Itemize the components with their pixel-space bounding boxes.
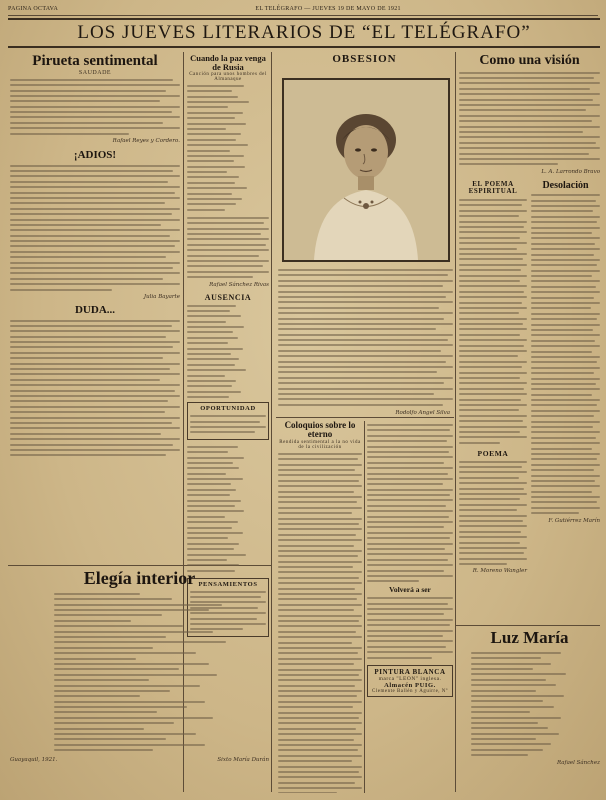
- column-rule: [364, 421, 365, 793]
- portrait-illustration: [284, 80, 448, 260]
- article-title: OBSESION: [332, 54, 397, 65]
- article-title: Cuando la paz venga de Rusia: [190, 54, 266, 72]
- article-body: [187, 446, 269, 572]
- ad-store: Almacén PUIG.: [384, 681, 436, 689]
- desolacion: [531, 181, 600, 575]
- article-title: DUDA...: [74, 304, 116, 316]
- masthead-line: EL TELÉGRAFO — JUEVES 19 DE MAYO DE 1921: [255, 5, 401, 12]
- article-title: Pirueta sentimental: [32, 54, 158, 69]
- coloquios-col-b: [367, 421, 453, 793]
- article-body: [531, 194, 600, 514]
- article-title: Como una visión: [479, 54, 580, 68]
- obsesion-body: [278, 266, 453, 406]
- article-body: [459, 652, 600, 756]
- article-title: POEMA: [477, 448, 509, 458]
- article-title: PENSAMIENTOS: [198, 580, 258, 588]
- notice-title: OPORTUNIDAD: [200, 405, 256, 413]
- ad-title: PINTURA BLANCA: [374, 667, 446, 676]
- poema-espiritual: [459, 181, 527, 575]
- notice-body: [190, 415, 266, 433]
- article-signature: Rodolfo Angel Silva: [395, 410, 450, 416]
- article-body: [367, 597, 453, 658]
- article-title: Elegía interior: [83, 569, 196, 588]
- article-subtitle: Canción para unos hombres del Almanaque: [189, 71, 267, 82]
- article-title: Desolación: [542, 180, 589, 191]
- article-signature: Rafael Sánchez Rivas: [209, 281, 269, 288]
- article-title: ¡ADIOS!: [73, 150, 117, 162]
- article-subtitle: Rendida sentimental a la no vida de la civilización: [279, 439, 361, 450]
- ad-address: Clemente Ballén y Aguirre, Nº: [372, 688, 448, 694]
- article-signature: R. Moreno Wangler: [472, 568, 527, 575]
- article-body: [187, 85, 269, 211]
- notice-box: [187, 402, 269, 440]
- column-rule: [271, 52, 272, 792]
- column-4: [459, 54, 600, 624]
- article-body: [187, 305, 269, 399]
- article-title: Luz María: [490, 629, 569, 647]
- article-subtitle: SAUDADE: [78, 69, 112, 76]
- column-1: [10, 54, 180, 564]
- article-signature: F. Gutiérrez Marín: [548, 517, 600, 524]
- article-body: [278, 453, 362, 793]
- coloquios-col-a: [278, 421, 362, 793]
- advertisement: [367, 665, 453, 697]
- ad-line: marca "LEON" inglesa.: [378, 675, 442, 682]
- section-banner: [8, 18, 600, 48]
- article-body: [459, 199, 527, 444]
- elegia-section: [10, 569, 269, 794]
- article-signature: Julia Bayarte: [143, 293, 180, 300]
- article-body: [367, 424, 453, 582]
- page-number: PAGINA OCTAVA: [8, 5, 59, 12]
- running-header: [8, 2, 598, 16]
- article-body: [187, 217, 269, 278]
- luz-maria-section: [459, 629, 600, 794]
- article-signature: Sixto María Durán: [217, 756, 269, 763]
- section-rule: [455, 625, 600, 626]
- section-rule: [276, 417, 454, 418]
- article-body: [10, 593, 269, 751]
- article-title: Coloquios sobre lo eterno: [284, 421, 356, 440]
- article-body: [459, 72, 600, 166]
- column-rule: [455, 52, 456, 792]
- article-signature: Rafael Reyes y Cordero.: [112, 138, 180, 145]
- portrait-photo: [282, 78, 450, 262]
- article-body: [459, 461, 527, 565]
- article-date: Guayaquil, 1921.: [10, 756, 58, 763]
- article-body: [10, 79, 180, 135]
- article-signature: Rafael Sánchez: [557, 759, 600, 766]
- article-title: AUSENCIA: [204, 292, 252, 302]
- article-title: Volverá a ser: [389, 586, 431, 595]
- article-signature: L. A. Larrondo Bravo: [541, 168, 600, 175]
- article-title: EL POEMA ESPIRITUAL: [468, 179, 518, 196]
- article-body: [10, 165, 180, 291]
- banner-title: LOS JUEVES LITERARIOS DE “EL TELÉGRAFO”: [77, 22, 531, 43]
- article-body: [10, 320, 180, 457]
